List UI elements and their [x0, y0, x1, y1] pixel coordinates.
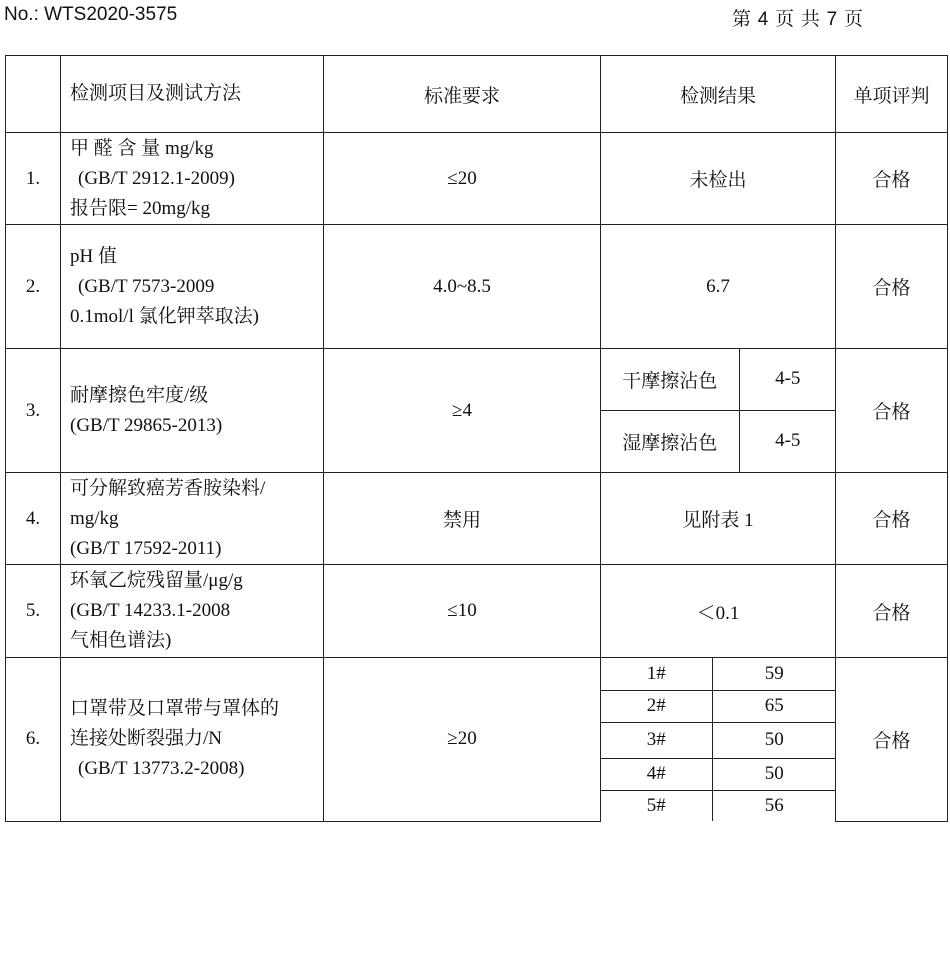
- sub-result-row: [601, 790, 836, 821]
- page-suffix: 页: [843, 9, 864, 30]
- item-line: (GB/T 14233.1-2008: [70, 600, 231, 621]
- item-line: 耐摩擦色牢度/级: [70, 384, 209, 406]
- row-requirement: 4.0~8.5: [324, 225, 601, 349]
- row-verdict: 合格: [836, 473, 948, 565]
- row-requirement: ≥4: [324, 349, 601, 473]
- sub-result-label: 5#: [601, 790, 712, 821]
- sub-result-value: 50: [712, 758, 836, 790]
- row-item: [61, 473, 324, 565]
- row-item: [61, 133, 324, 225]
- sub-result-value: 56: [712, 790, 836, 821]
- item-line: 环氧乙烷残留量/μg/g: [70, 570, 243, 591]
- item-line: 0.1mol/l 氯化钾萃取法): [70, 305, 259, 327]
- row-result: ＜0.1: [601, 565, 836, 658]
- sub-result-value: 4-5: [739, 410, 836, 472]
- page-total: 7: [826, 9, 839, 30]
- sub-result-value: 4-5: [739, 349, 836, 410]
- table-row: [6, 349, 948, 473]
- sub-result-label: 1#: [601, 658, 712, 690]
- sub-result-label: 4#: [601, 758, 712, 790]
- row-number: 6.: [6, 658, 61, 822]
- row-number: 5.: [6, 565, 61, 658]
- header-item: 检测项目及测试方法: [61, 56, 324, 133]
- item-line: (GB/T 7573-2009: [78, 275, 215, 297]
- row-sub-results: [601, 349, 836, 473]
- test-results-table: [5, 55, 948, 822]
- item-line: 气相色谱法): [70, 630, 172, 651]
- row-result: 见附表 1: [601, 473, 836, 565]
- row-number: 2.: [6, 225, 61, 349]
- table-row: [6, 473, 948, 565]
- sub-result-row: [601, 722, 836, 758]
- item-line: 甲 醛 含 量 mg/kg: [70, 137, 214, 159]
- row-item: [61, 349, 324, 473]
- item-line: (GB/T 29865-2013): [70, 414, 223, 436]
- row-requirement: ≤20: [324, 133, 601, 225]
- row-number: 4.: [6, 473, 61, 565]
- row-requirement: ≤10: [324, 565, 601, 658]
- table-row: [6, 225, 948, 349]
- item-line: 口罩带及口罩带与罩体的: [70, 698, 280, 720]
- table-row: [6, 133, 948, 225]
- sub-result-row: [601, 690, 836, 722]
- item-line: 连接处断裂强力/N: [70, 728, 223, 750]
- page-mid: 页 共: [775, 9, 821, 30]
- row-requirement: 禁用: [324, 473, 601, 565]
- item-line: 可分解致癌芳香胺染料/: [70, 477, 266, 499]
- header-requirement: 标准要求: [324, 56, 601, 133]
- sub-result-value: 65: [712, 690, 836, 722]
- row-result: 未检出: [601, 133, 836, 225]
- page-indicator: [732, 4, 864, 31]
- row-verdict: 合格: [836, 565, 948, 658]
- sub-result-value: 50: [712, 722, 836, 758]
- header-verdict: 单项评判: [836, 56, 948, 133]
- item-line: mg/kg: [70, 507, 119, 529]
- row-verdict: 合格: [836, 133, 948, 225]
- sub-result-row: [601, 658, 836, 690]
- row-sub-results: [601, 658, 836, 822]
- row-item: [61, 565, 324, 658]
- sub-result-label: 2#: [601, 690, 712, 722]
- row-result: 6.7: [601, 225, 836, 349]
- page-current: 4: [757, 9, 770, 30]
- item-line: (GB/T 2912.1-2009): [78, 167, 235, 189]
- sub-result-label: 干摩擦沾色: [601, 349, 739, 410]
- item-line: (GB/T 17592-2011): [70, 537, 222, 559]
- report-number: No.: WTS2020-3575: [4, 4, 178, 25]
- row-item: [61, 658, 324, 822]
- sub-results-table: [601, 658, 836, 821]
- sub-result-label: 3#: [601, 722, 712, 758]
- item-line: (GB/T 13773.2-2008): [78, 758, 245, 780]
- row-requirement: ≥20: [324, 658, 601, 822]
- sub-results-table: [601, 349, 836, 472]
- sub-result-label: 湿摩擦沾色: [601, 410, 739, 472]
- sub-result-value: 59: [712, 658, 836, 690]
- sub-result-row: [601, 410, 836, 472]
- header-result: 检测结果: [601, 56, 836, 133]
- row-verdict: 合格: [836, 225, 948, 349]
- row-item: [61, 225, 324, 349]
- table-row: [6, 565, 948, 658]
- item-line: pH 值: [70, 245, 117, 267]
- row-number: 1.: [6, 133, 61, 225]
- row-verdict: 合格: [836, 349, 948, 473]
- page-prefix: 第: [732, 9, 753, 30]
- header-no-cell: [6, 56, 61, 133]
- table-row: [6, 658, 948, 822]
- row-verdict: 合格: [836, 658, 948, 822]
- row-number: 3.: [6, 349, 61, 473]
- sub-result-row: [601, 758, 836, 790]
- sub-result-row: [601, 349, 836, 410]
- table-header-row: [6, 56, 948, 133]
- item-line: 报告限= 20mg/kg: [70, 197, 211, 219]
